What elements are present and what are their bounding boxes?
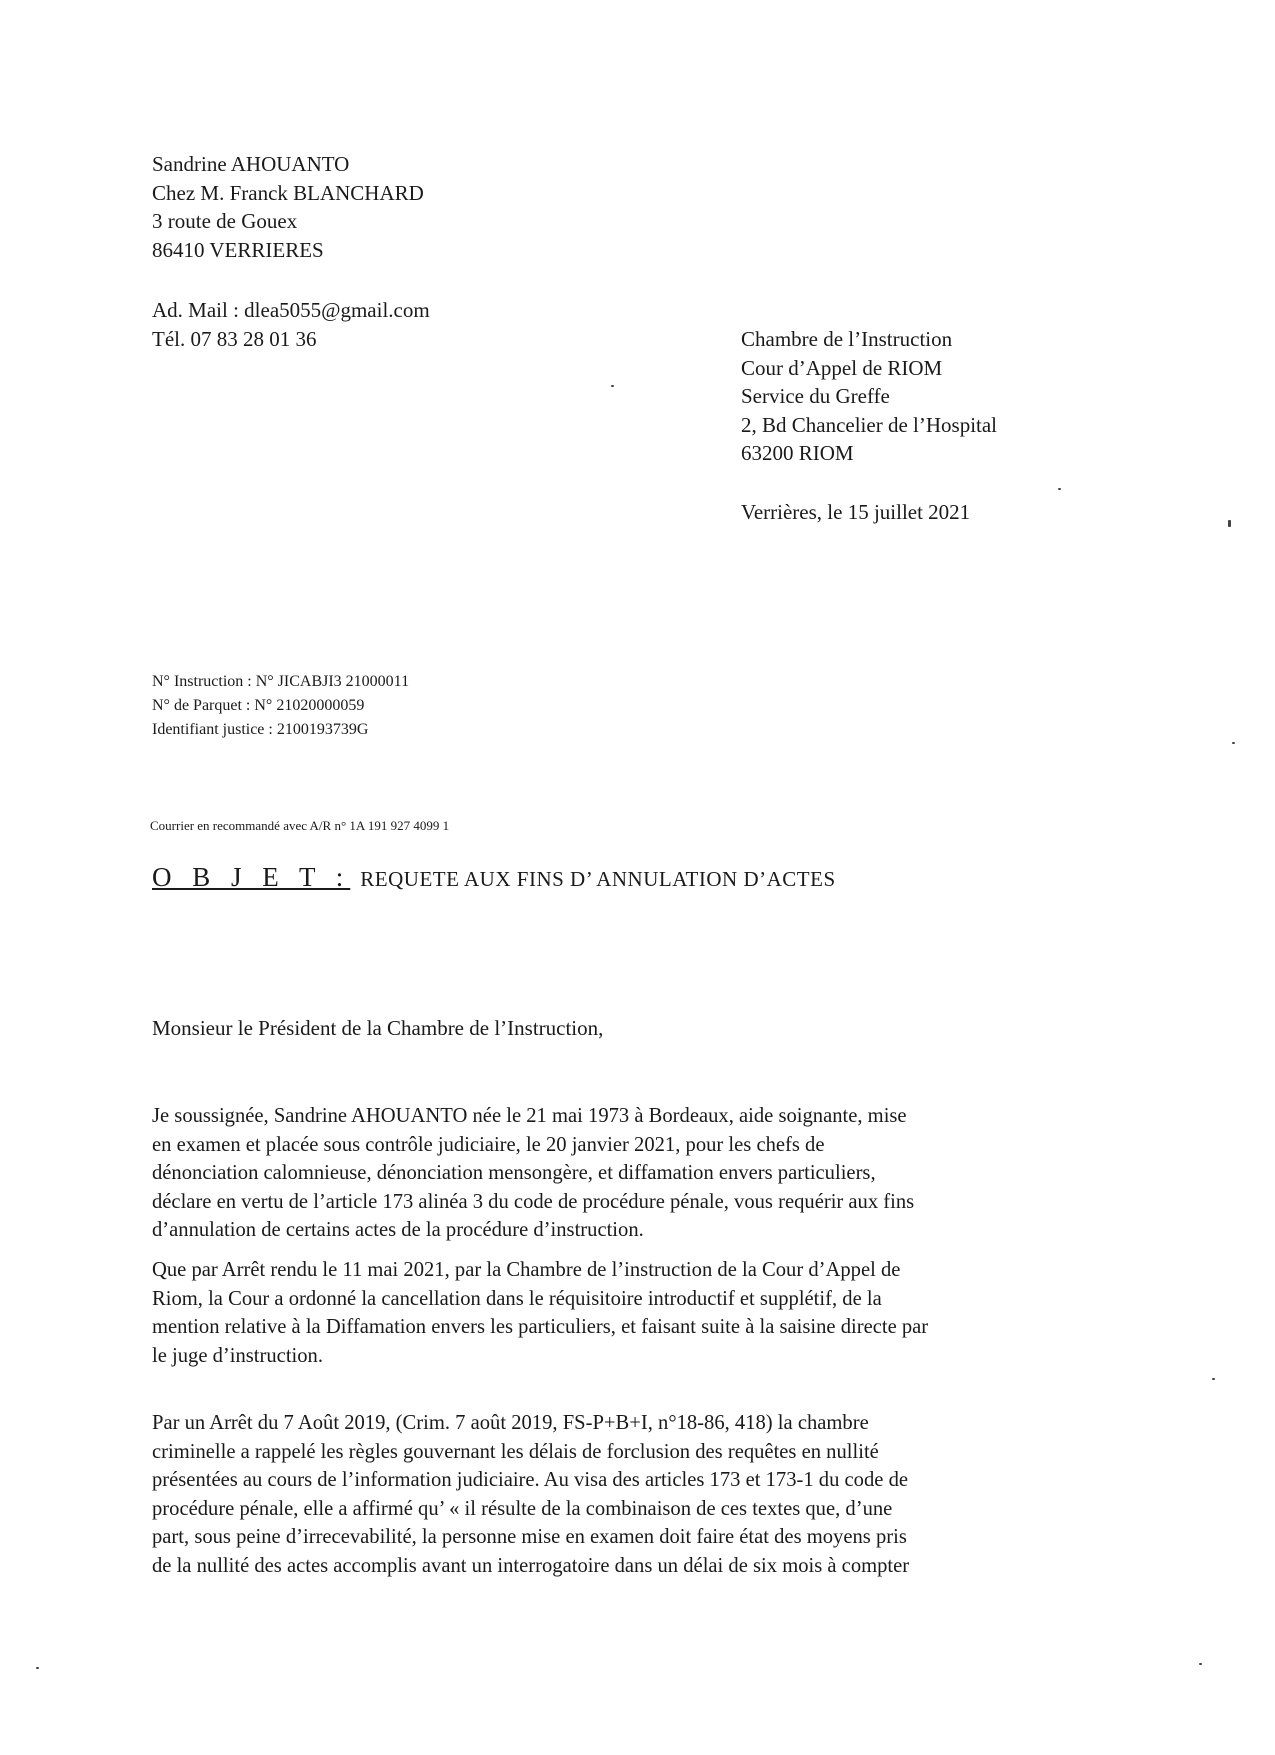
- recipient-line: Chambre de l’Instruction: [741, 327, 953, 351]
- scan-speck: [1228, 520, 1231, 527]
- scan-speck: [1058, 488, 1061, 490]
- recipient-address: [741, 325, 997, 468]
- paragraph-line: de la nullité des actes accomplis avant un interrogatoire dans un délai de six mois à compter: [152, 1554, 910, 1577]
- body-paragraph-1: [152, 1102, 1092, 1245]
- paragraph-line: déclare en vertu de l’article 173 alinéa 3 du code de procédure pénale, vous requérir aux fins: [152, 1190, 915, 1213]
- sender-street: 3 route de Gouex: [152, 209, 298, 233]
- scan-speck: [1232, 742, 1235, 744]
- paragraph-line: criminelle a rappelé les règles gouvernant les délais de forclusion des requêtes en nullité: [152, 1440, 879, 1463]
- sender-city: 86410 VERRIERES: [152, 237, 324, 262]
- paragraph-line: d’annulation de certains actes de la procédure d’instruction.: [152, 1219, 644, 1242]
- paragraph-line: Par un Arrêt du 7 Août 2019, (Crim. 7 août 2019, FS-P+B+I, n°18-86, 418) la chambre: [152, 1412, 869, 1434]
- subject-label: O B J E T :: [152, 862, 351, 892]
- paragraph-line: Je soussignée, Sandrine AHOUANTO née le 21 mai 1973 à Bordeaux, aide soignante, mise: [152, 1105, 907, 1127]
- letter-date: Verrières, le 15 juillet 2021: [741, 500, 971, 524]
- sender-contact: [152, 296, 430, 353]
- paragraph-line: Riom, la Cour a ordonné la cancellation dans le réquisitoire introductif et supplétif, de la: [152, 1287, 882, 1310]
- scan-speck: [1199, 1663, 1202, 1665]
- recipient-line: Service du Greffe: [741, 384, 890, 408]
- scan-speck: [36, 1667, 39, 1669]
- paragraph-line: procédure pénale, elle a affirmé qu’ « il résulte de la combinaison de ces textes que, d’une: [152, 1497, 893, 1520]
- paragraph-line: mention relative à la Diffamation envers les particuliers, et faisant suite à la saisine directe par: [152, 1316, 929, 1339]
- sender-phone: Tél. 07 83 28 01 36: [152, 326, 317, 351]
- salutation: Monsieur le Président de la Chambre de l’Instruction,: [152, 1016, 604, 1040]
- scan-speck: [1212, 1378, 1215, 1380]
- recipient-line: 2, Bd Chancelier de l’Hospital: [741, 412, 998, 437]
- sender-name: Sandrine AHOUANTO: [152, 152, 350, 176]
- justice-identifier: Identifiant justice : 2100193739G: [152, 721, 369, 738]
- sender-address: [152, 150, 424, 264]
- body-paragraph-2: [152, 1256, 1092, 1370]
- scan-speck: [611, 385, 614, 387]
- paragraph-line: dénonciation calomnieuse, dénonciation mensongère, et diffamation envers particuliers,: [152, 1162, 876, 1185]
- parquet-number: N° de Parquet : N° 21020000059: [152, 697, 365, 714]
- sender-email: Ad. Mail : dlea5055@gmail.com: [152, 298, 430, 322]
- body-paragraph-3: [152, 1409, 1092, 1581]
- sender-care-of: Chez M. Franck BLANCHARD: [152, 180, 424, 205]
- recipient-line: Cour d’Appel de RIOM: [741, 355, 943, 380]
- subject-text: REQUETE AUX FINS D’ ANNULATION D’ACTES: [360, 867, 836, 891]
- instruction-number: N° Instruction : N° JICABJI3 21000011: [152, 673, 410, 690]
- case-references: [152, 670, 409, 742]
- subject-line: [152, 862, 836, 893]
- registered-mail-note: Courrier en recommandé avec A/R n° 1A 191 927 4099 1: [150, 818, 450, 833]
- paragraph-line: présentées au cours de l’information judiciaire. Au visa des articles 173 et 173-1 du code de: [152, 1469, 909, 1492]
- paragraph-line: en examen et placée sous contrôle judiciaire, le 20 janvier 2021, pour les chefs de: [152, 1133, 825, 1156]
- paragraph-line: part, sous peine d’irrecevabilité, la personne mise en examen doit faire état des moyens pris: [152, 1526, 907, 1549]
- paragraph-line: Que par Arrêt rendu le 11 mai 2021, par la Chambre de l’instruction de la Cour d’Appel de: [152, 1259, 901, 1281]
- paragraph-line: le juge d’instruction.: [152, 1344, 324, 1367]
- recipient-line: 63200 RIOM: [741, 441, 854, 465]
